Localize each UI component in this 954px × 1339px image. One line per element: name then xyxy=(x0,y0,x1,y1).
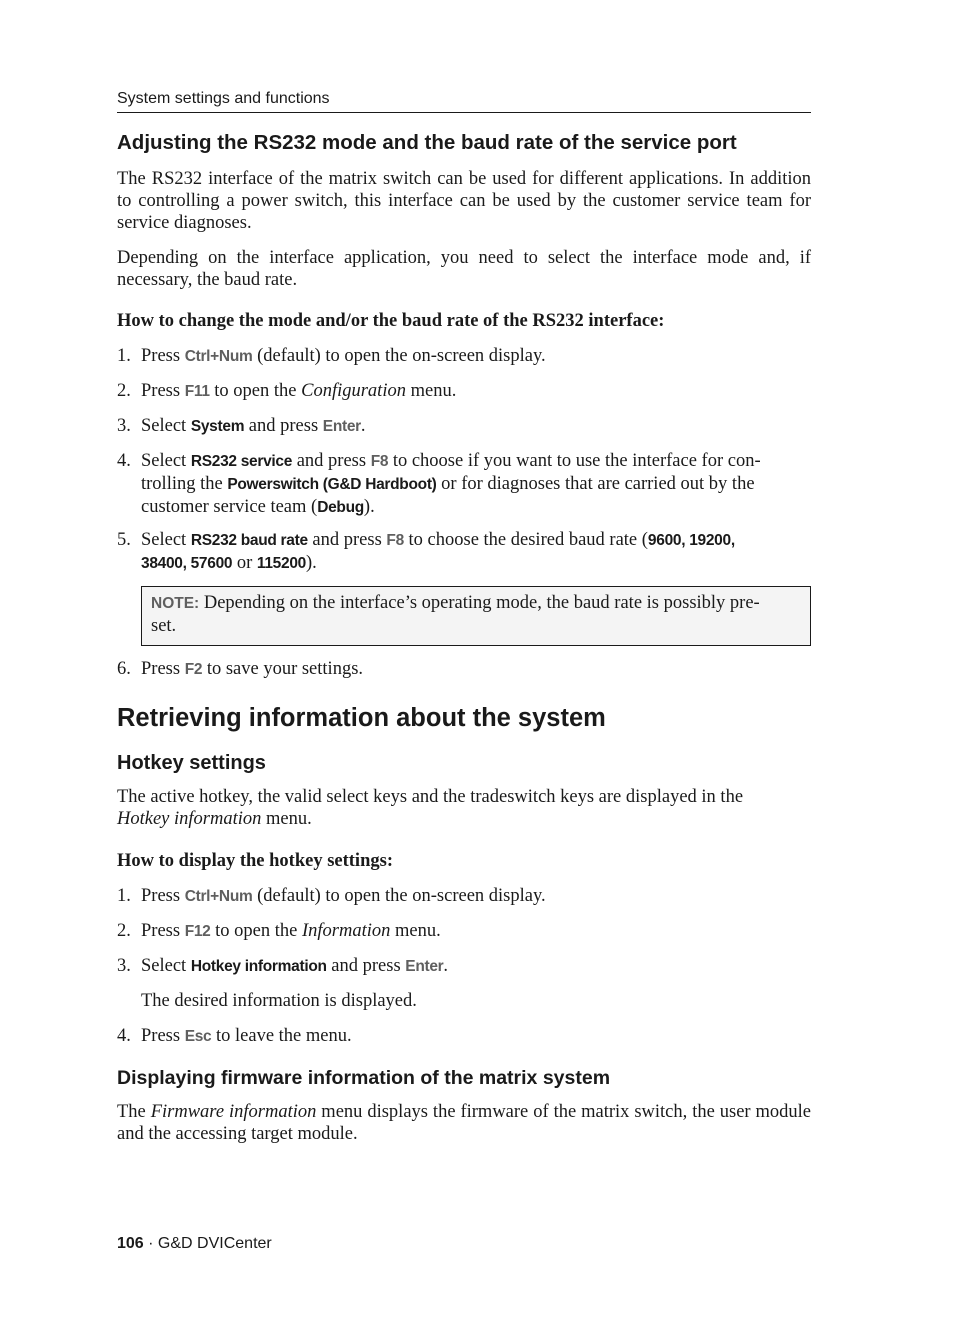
section-heading-rs232: Adjusting the RS232 mode and the baud rate of the service port xyxy=(117,131,737,154)
footer-separator: · xyxy=(143,1235,158,1252)
option-label: Debug xyxy=(317,499,364,516)
step-text: Press Ctrl+Num (default) to open the on-screen display. xyxy=(141,886,546,906)
footer-product-name: G&D DVICenter xyxy=(157,1235,272,1252)
baud-rate-values: 9600, 19200, xyxy=(647,532,735,549)
page-number: 106 xyxy=(117,1235,144,1252)
step-text: Select RS232 service and press F8 to choose if you want to use the interface for con- trolling the Powerswitch (G&D Hardboot) or for diagnoses that are carried out by the customer service team (Debug). xyxy=(141,451,761,517)
step-number: 2. xyxy=(117,381,131,401)
step-text: Select Hotkey information and press Enter. xyxy=(141,956,449,976)
paragraph-rs232-mode: Depending on the interface application, you need to select the interface mode and, if necessary, the baud rate. xyxy=(117,248,811,290)
step-text: Press F12 to open the Information menu. xyxy=(141,921,441,941)
menu-name: Hotkey information xyxy=(117,809,262,829)
step-text: Press F2 to save your settings. xyxy=(141,659,364,679)
step-result-text: The desired information is displayed. xyxy=(141,991,417,1011)
paragraph-rs232-intro: The RS232 interface of the matrix switch can be used for different applications. In addition to controlling a power switch, this interface can be used by the customer service team for service diagnoses. xyxy=(117,169,811,233)
key-label: F2 xyxy=(184,661,203,678)
menu-item-label: Hotkey information xyxy=(190,958,327,975)
key-label: Enter xyxy=(405,958,444,975)
menu-item-label: RS232 baud rate xyxy=(190,532,308,549)
step-text: Press Ctrl+Num (default) to open the on-screen display. xyxy=(141,346,546,366)
chapter-heading-retrieving-info: Retrieving information about the system xyxy=(117,704,606,732)
menu-name: Information xyxy=(301,921,391,941)
key-label: Esc xyxy=(184,1028,212,1045)
baud-rate-value: 115200 xyxy=(256,555,306,572)
step-number: 3. xyxy=(117,956,131,976)
note-box xyxy=(141,586,811,646)
note-label: NOTE: xyxy=(151,595,200,612)
key-label: F12 xyxy=(184,923,211,940)
page-footer xyxy=(117,1234,272,1254)
key-label: F8 xyxy=(370,453,389,470)
step-number: 2. xyxy=(117,921,131,941)
step-text: Press Esc to leave the menu. xyxy=(141,1026,352,1046)
paragraph-firmware: The Firmware information menu displays the firmware of the matrix switch, the user module and the accessing target module. xyxy=(117,1102,812,1144)
step-text: Select System and press Enter. xyxy=(141,416,366,436)
menu-item-label: System xyxy=(190,418,245,435)
step-text: Press F11 to open the Configuration menu. xyxy=(141,381,457,401)
menu-item-label: RS232 service xyxy=(190,453,293,470)
key-label: Ctrl+Num xyxy=(184,888,253,905)
step-number: 6. xyxy=(117,659,131,679)
step-number: 4. xyxy=(117,1026,131,1046)
option-label: Powerswitch (G&D Hardboot) xyxy=(227,476,437,493)
section-heading-hotkey: Hotkey settings xyxy=(117,752,266,774)
procedure-title-rs232: How to change the mode and/or the baud rate of the RS232 interface: xyxy=(117,311,665,331)
step-number: 4. xyxy=(117,451,131,471)
running-header: System settings and functions xyxy=(117,89,811,113)
procedure-title-hotkey: How to display the hotkey settings: xyxy=(117,851,393,871)
menu-name: Configuration xyxy=(301,381,406,401)
step-number: 1. xyxy=(117,346,131,366)
key-label: F11 xyxy=(184,383,210,400)
baud-rate-values: 38400, 57600 xyxy=(141,555,233,572)
note-text: NOTE: Depending on the interface’s operating mode, the baud rate is possibly pre- set. xyxy=(151,593,760,636)
paragraph-hotkey: The active hotkey, the valid select keys and the tradeswitch keys are displayed in the Hotkey information menu. xyxy=(117,787,744,829)
step-number: 5. xyxy=(117,530,131,550)
step-number: 1. xyxy=(117,886,131,906)
key-label: Ctrl+Num xyxy=(184,348,253,365)
step-text: Select RS232 baud rate and press F8 to choose the desired baud rate (9600, 19200, 38400, 57600 or 115200). xyxy=(141,530,735,573)
section-heading-firmware: Displaying firmware information of the matrix system xyxy=(117,1067,611,1089)
key-label: F8 xyxy=(386,532,404,549)
menu-name: Firmware information xyxy=(150,1102,317,1122)
step-number: 3. xyxy=(117,416,131,436)
key-label: Enter xyxy=(322,418,361,435)
